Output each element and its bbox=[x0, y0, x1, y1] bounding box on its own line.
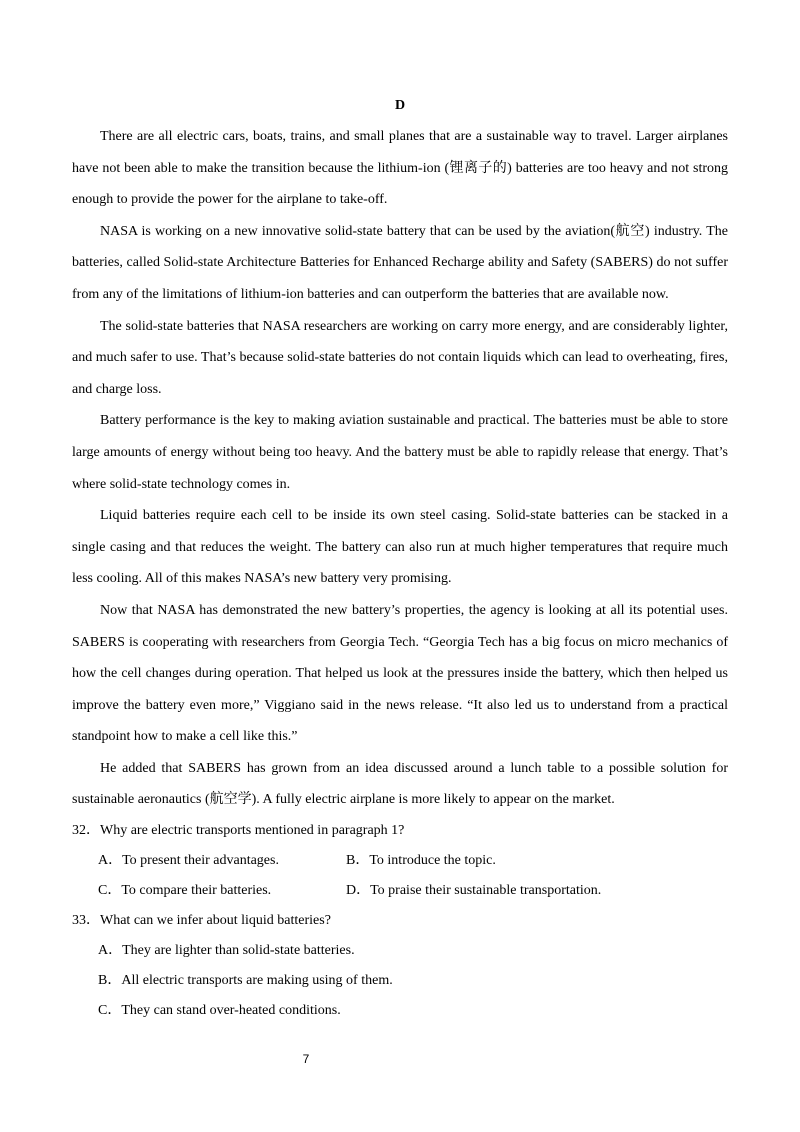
question-stem: 33．What can we infer about liquid batteries? bbox=[72, 913, 331, 929]
option-c: C．To compare their batteries. bbox=[98, 883, 272, 899]
option-a: A．They are lighter than solid-state batteries. bbox=[98, 943, 355, 959]
paragraph-6: Now that NASA has demonstrated the new battery’s properties, the agency is looking at all its potential uses. SABERS is cooperating with researchers from Georgia Tech. “Georgia Tech has a big focus on micro mechanics of how the cell changes during operation. That helped us look at the pressures inside the battery, which then helped us improve the battery even more,” Viggiano said in the news release. “It also led us to understand from a practical standpoint how to make a cell like this.” bbox=[72, 602, 728, 745]
option-b: B．To introduce the topic. bbox=[346, 853, 496, 869]
section-heading: D bbox=[394, 98, 406, 113]
paragraph-2: NASA is working on a new innovative solid-state battery that can be used by the aviation(航空) industry. The batteries, called Solid-state Architecture Batteries for Enhanced Recharge ability and Safety (SABERS) do not suffer from any of the limitations of lithium-ion batteries and can outperform the batteries that are available now. bbox=[72, 223, 728, 302]
option-d: D．To praise their sustainable transportation. bbox=[346, 883, 602, 899]
paragraph-4: Battery performance is the key to making aviation sustainable and practical. The batteries must be able to store large amounts of energy without being too heavy. And the battery must be able to rapidly release that energy. That’s where solid-state technology comes in. bbox=[72, 413, 728, 492]
question-stem: 32．Why are electric transports mentioned in paragraph 1? bbox=[72, 823, 405, 839]
question-33 bbox=[72, 906, 728, 1026]
document-body bbox=[72, 95, 728, 1026]
paragraph-3: The solid-state batteries that NASA researchers are working on carry more energy, and are considerably lighter, and much safer to use. That’s because solid-state batteries do not contain liquids which can lead to overheating, fires, and charge loss. bbox=[72, 318, 728, 397]
paragraph-5: Liquid batteries require each cell to be inside its own steel casing. Solid-state batteries can be stacked in a single casing and that reduces the weight. The battery can also run at much higher temperatures that require much less cooling. All of this makes NASA’s new battery very promising. bbox=[72, 508, 728, 587]
option-c: C．They can stand over-heated conditions. bbox=[98, 1003, 341, 1019]
paragraph-7: He added that SABERS has grown from an idea discussed around a lunch table to a possible solution for sustainable aeronautics (航空学). A fully electric airplane is more likely to appear on the market. bbox=[72, 760, 728, 808]
page-number: 7 bbox=[302, 1052, 310, 1066]
option-a: A．To present their advantages. bbox=[98, 853, 279, 869]
option-grid bbox=[72, 846, 728, 906]
question-32 bbox=[72, 816, 728, 906]
paragraph-1: There are all electric cars, boats, trains, and small planes that are a sustainable way to travel. Larger airplanes have not been able to make the transition because the lithium-ion (锂离子的) batteries are too heavy and not strong enough to provide the power for the airplane to take-off. bbox=[72, 129, 728, 208]
option-b: B．All electric transports are making using of them. bbox=[98, 973, 393, 989]
